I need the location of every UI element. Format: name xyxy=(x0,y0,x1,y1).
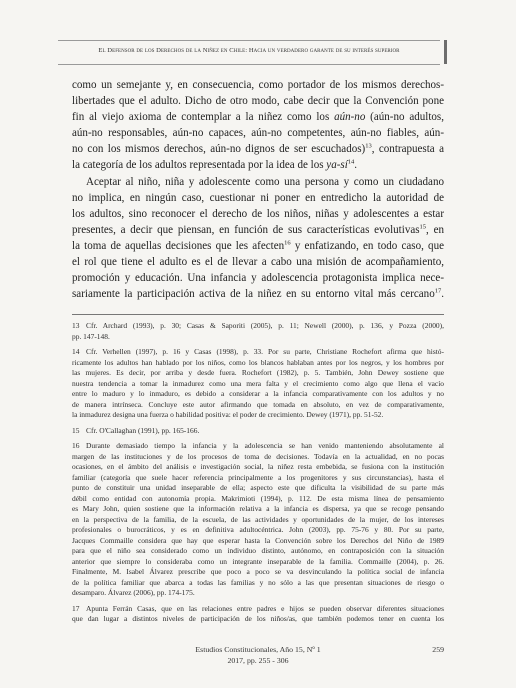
footnote-text: pp. 147-148. xyxy=(72,331,110,341)
header-side-bar xyxy=(444,40,447,64)
text-line xyxy=(72,286,444,302)
text-line: Aceptar al niño, niña y adolescente como una persona y como un ciudadano xyxy=(86,175,444,188)
journal-pages: 2017, pp. 255 - 306 xyxy=(227,656,289,665)
text-line: no implica, en ningún caso, cuestionar ni poner en entredicho la autoridad de xyxy=(72,191,444,204)
text-line: la categoría de los adultos representada por la idea de los $ya-sí^{14}$. xyxy=(72,158,358,172)
header-rule xyxy=(58,64,440,65)
text-line xyxy=(72,238,444,254)
footnote-17 xyxy=(72,604,444,625)
footnote-number: 14 xyxy=(72,347,80,356)
footnote-ref-17[interactable]: 17 xyxy=(434,287,442,295)
footnote-ref-14[interactable]: 14 xyxy=(347,158,355,166)
footnote-text: es Mary John, quien sostiene que la información relativa a la infancia es dispersa, ya que se recoge pensando xyxy=(72,504,444,513)
footnote-line xyxy=(72,332,444,343)
page-number: 259 xyxy=(432,645,444,654)
footnote-text: punto de constituir una unidad inseparable de ella; aspecto este que dificulta la visibilidad de su parte más xyxy=(72,483,444,492)
footnote-text: de manera intrínseca. Concluye este autor afirmando que tomada en absoluto, en vez de comparativamente, xyxy=(72,399,444,409)
text-fragment: la toma de aquellas decisiones que les afecten xyxy=(72,239,285,252)
footnotes-section xyxy=(72,314,444,630)
footnote-text: de la política familiar que abarca a todas las familias y no sólo a las que presentan situaciones de riesgo o xyxy=(72,577,444,587)
footnote-line xyxy=(72,557,444,568)
paragraph-2 xyxy=(72,174,444,303)
text-line: los adultos, sino reconocer el derecho de los niños, niñas y adolescentes a estar xyxy=(72,207,444,220)
footnote-line xyxy=(72,604,444,615)
footnote-text: Finalmente, M. Isabel Álvarez prescribe que poco a poco se va desvinculando la política social de infancia xyxy=(72,567,444,576)
footnote-text: Apunta Ferrán Casas, que en las relaciones entre padres e hijos se pueden observar diferentes situaciones xyxy=(86,603,444,613)
footnote-text: las mujeres. Es decir, por arriba y desde fuera. Rochefort (1982), p. 5. También, John Dewey sostiene que xyxy=(72,368,444,377)
running-title: El Defensor de los Derechos de la Niñez en Chile: Hacia un verdadero garante de su interés superior xyxy=(98,47,400,54)
footnote-text: ocasiones, en el ámbito del análisis e investigación social, la niñez resta embebida, se fusiona con la institución xyxy=(72,462,444,471)
text-line: el rol que tiene el adulto es el de llevar a cabo una misión de acompañamiento, xyxy=(72,256,444,269)
text-fragment: , en xyxy=(426,223,444,236)
footnote-text: débil como entidad con autonomía propia. Makrimioti (1994), p. 112. De esta misma línea de pensamiento xyxy=(72,493,444,503)
footnote-text: que dan lugar a distintos niveles de participación de los niños/as, que también podemos tener en cuenta los xyxy=(72,614,444,623)
journal-citation: Estudios Constitucionales, Año 15, Nº 1 xyxy=(195,645,321,654)
footnote-line xyxy=(72,379,444,390)
footnote-line xyxy=(72,614,444,625)
paragraph-1 xyxy=(72,77,444,174)
footnote-ref-13[interactable]: 13 xyxy=(365,142,372,150)
text-line xyxy=(72,141,444,157)
footnote-line xyxy=(72,347,444,358)
footnote-line xyxy=(72,525,444,536)
footnote-text: entre lo maduro y lo inmaduro, es debido a considerar a la infancia comparativamente con los adultos y no xyxy=(72,389,444,398)
footnote-ref-15[interactable]: 15 xyxy=(419,223,427,231)
footnote-line xyxy=(72,321,444,332)
footnote-line xyxy=(72,368,444,379)
footnote-text: en la perspectiva de la familia, de la escuela, de las actividades y oportunidades de la mujer, de los intereses xyxy=(72,514,444,524)
footnote-line xyxy=(72,426,444,437)
footnote-14 xyxy=(72,347,444,421)
footnote-line xyxy=(72,462,444,473)
footnote-text: desamparo. Álvarez (2006), pp. 174-175. xyxy=(72,588,195,597)
footnote-line xyxy=(72,483,444,494)
footnote-text: Cfr. O'Callaghan (1991), pp. 165-166. xyxy=(86,425,200,435)
text-line xyxy=(72,222,444,238)
footnote-text: Jacques Commaille considera que hay que esperar hasta la Convención sobre los Derechos del Niño de 1989 xyxy=(72,535,444,545)
footnote-line xyxy=(72,452,444,463)
text-line: aún-no responsables, aún-no capaces, aún-no competentes, aún-no fiables, aún- xyxy=(72,127,444,140)
text-line: como un semejante y, en consecuencia, como portador de los mismos derechos- xyxy=(72,79,444,91)
footnote-line xyxy=(72,494,444,505)
footnote-number: 13 xyxy=(72,321,80,330)
text-fragment: , contrapuesta a xyxy=(371,143,444,156)
footnote-line xyxy=(72,515,444,526)
footnote-line xyxy=(72,358,444,369)
footnote-number: 16 xyxy=(72,441,80,450)
footnote-line xyxy=(72,400,444,411)
footnote-13 xyxy=(72,321,444,342)
text-line: fin al viejo axioma de contemplar a la niñez como los aún-no (aún-no adultos, xyxy=(72,111,444,124)
footnote-line xyxy=(72,504,444,515)
footnote-line xyxy=(72,588,444,599)
footnote-line xyxy=(72,578,444,589)
footnote-line xyxy=(72,389,444,400)
footnote-number: 15 xyxy=(72,425,80,435)
footnote-text: Durante demasiado tiempo la infancia y la adolescencia se han venido manteniendo absolutamente al xyxy=(86,441,444,450)
footnote-line xyxy=(72,473,444,484)
running-header xyxy=(58,40,440,54)
footnote-text: ricamente los adultos han hablado por los niños, como los blancos hablaban antes por los negros, y los hombres por xyxy=(72,357,444,367)
text-line: promoción y educación. Una infancia y adolescencia protagonista implica nece- xyxy=(72,272,444,285)
footnote-line xyxy=(72,536,444,547)
text-fragment: y enfatizando, en todo caso, que xyxy=(290,239,444,252)
text-fragment: . xyxy=(354,159,358,172)
footnote-text: margen de las instituciones y de los procesos de toma de decisiones. Todavía en la actualidad, en no pocas xyxy=(72,451,444,461)
footnote-text: Cfr. Verhellen (1997), p. 16 y Casas (1998), p. 33. Por su parte, Christiane Rochefort afirma que histó- xyxy=(86,347,444,356)
footnote-line xyxy=(72,546,444,557)
footnote-number: 17 xyxy=(72,603,80,613)
footnote-text: profesionales o burocráticos, y es en definitiva adultocéntrica. John (2003), pp. 75-76 y 80. Por su parte, xyxy=(72,525,444,534)
footnote-line xyxy=(72,410,444,421)
footnote-16 xyxy=(72,441,444,599)
footnote-text: nuestra tendencia a tomar la inmadurez como una mera falta y el crecimiento como algo que llena el vacío xyxy=(72,378,444,388)
footnote-text: familiar (categoría que suele hacer referencia principalmente a los progenitores y sus circunstancias), hasta el xyxy=(72,472,444,482)
footnote-text: anterior que siempre lo consideraba como un integrante inseparable de la familia. Commaille (2004), p. 26. xyxy=(72,556,444,566)
text-fragment: . xyxy=(441,288,444,301)
main-text xyxy=(72,77,444,302)
footnote-text: Cfr. Archard (1993), p. 30; Casas & Saporiti (2005), p. 11; Newell (2000), p. 136, y Pozza (2000), xyxy=(86,321,444,330)
footnote-15 xyxy=(72,426,444,437)
page-footer xyxy=(72,644,444,666)
text-fragment: no con los mismos derechos, aún-no dignos de ser escuchados) xyxy=(72,143,366,156)
footnote-text: la inmadurez designa una fuerza o habilidad positiva: el poder de crecimiento. Dewey (1971), pp. 51-52. xyxy=(72,410,384,419)
text-fragment: presentes, a decir que piensan, en función de sus características evolutivas xyxy=(72,223,420,236)
footnote-ref-16[interactable]: 16 xyxy=(284,239,291,247)
text-line: libertades que el adulto. Dicho de otro modo, cabe decir que la Convención pone xyxy=(72,95,444,108)
footnote-line xyxy=(72,567,444,578)
footnote-text: para que el niño sea considerado como un individuo distinto, autónomo, en contraposición con la situación xyxy=(72,546,444,555)
text-fragment: sariamente la participación activa de la niñez en su entorno vital más cercano xyxy=(72,288,435,301)
footnote-line xyxy=(72,441,444,452)
